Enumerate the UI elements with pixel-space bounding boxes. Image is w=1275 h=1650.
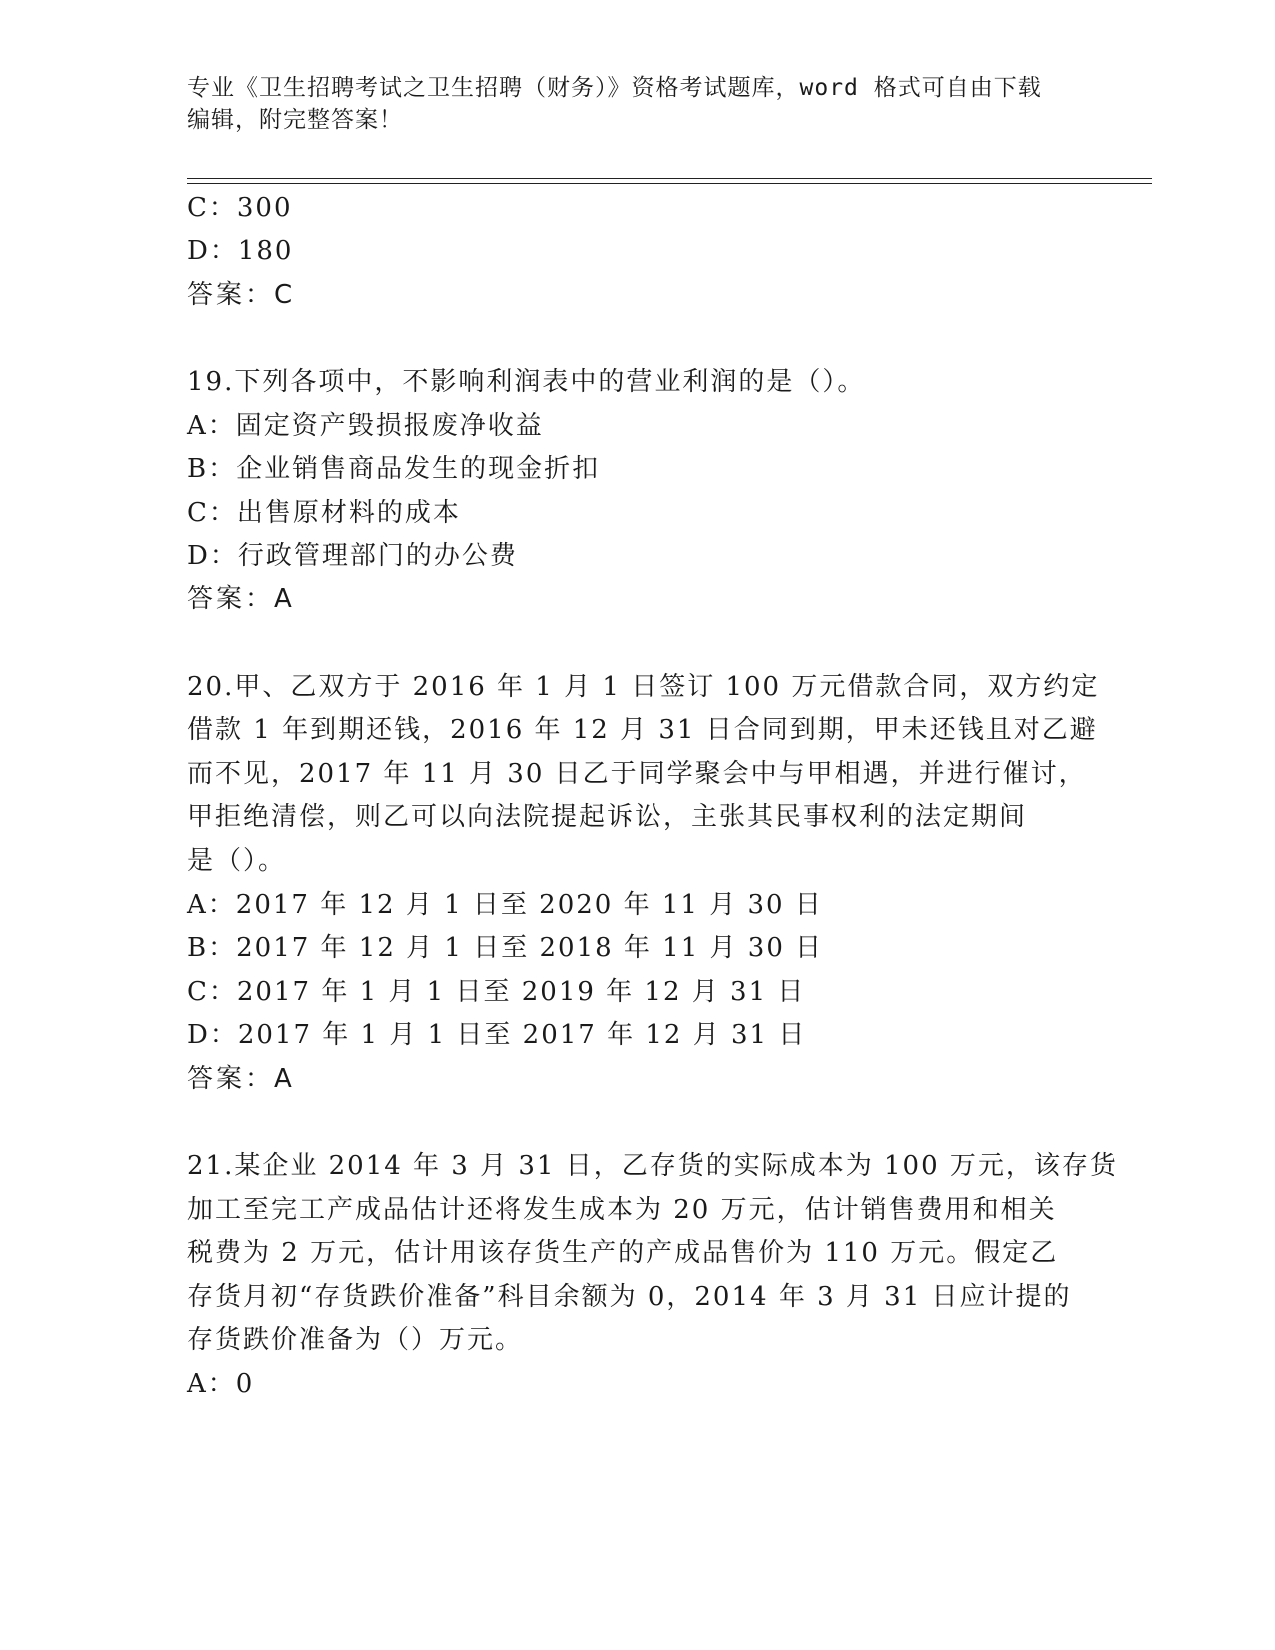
q20-option-d: D：2017 年 1 月 1 日至 2017 年 12 月 31 日: [187, 1020, 807, 1050]
q20-stem-line-1: 20.甲、乙双方于 2016 年 1 月 1 日签订 100 万元借款合同，双方约定: [187, 672, 1100, 702]
q20-option-b: B：2017 年 12 月 1 日至 2018 年 11 月 30 日: [187, 933, 824, 963]
page-header: [187, 72, 1067, 136]
header-divider: [187, 178, 1152, 184]
q21-stem-line-2: 加工至完工产成品估计还将发生成本为 20 万元，估计销售费用和相关: [187, 1195, 1057, 1225]
q20-stem-line-3: 而不见，2017 年 11 月 30 日乙于同学聚会中与甲相遇，并进行催讨，: [187, 759, 1087, 789]
q21-stem-line-4: 存货月初“存货跌价准备”科目余额为 0，2014 年 3 月 31 日应计提的: [187, 1282, 1072, 1312]
q19-option-c: C：出售原材料的成本: [187, 498, 461, 528]
q20-option-a: A：2017 年 12 月 1 日至 2020 年 11 月 30 日: [187, 890, 823, 920]
q18-answer: 答案：C: [187, 280, 296, 310]
q19-option-b: B：企业销售商品发生的现金折扣: [187, 454, 601, 484]
q20-answer: 答案：A: [187, 1064, 295, 1094]
q18-option-d: D：180: [187, 236, 294, 266]
q19-stem: 19.下列各项中，不影响利润表中的营业利润的是（）。: [187, 367, 866, 397]
q19-answer: 答案：A: [187, 584, 295, 614]
q21-stem-line-3: 税费为 2 万元，估计用该存货生产的产成品售价为 110 万元。假定乙: [187, 1238, 1059, 1268]
header-line-1: 专业《卫生招聘考试之卫生招聘（财务）》资格考试题库，word 格式可自由下载: [187, 75, 1042, 101]
q20-option-c: C：2017 年 1 月 1 日至 2019 年 12 月 31 日: [187, 977, 806, 1007]
q19-option-a: A：固定资产毁损报废净收益: [187, 411, 544, 441]
q20-stem-line-5: 是（）。: [187, 846, 287, 876]
q20-stem-line-2: 借款 1 年到期还钱，2016 年 12 月 31 日合同到期，甲未还钱且对乙避: [187, 715, 1098, 745]
q21-option-a: A：0: [187, 1369, 255, 1399]
q21-stem-line-5: 存货跌价准备为（）万元。: [187, 1325, 524, 1355]
q20-stem-line-4: 甲拒绝清偿，则乙可以向法院提起诉讼，主张其民事权利的法定期间: [187, 802, 1028, 832]
header-line-2: 编辑，附完整答案！: [187, 107, 403, 133]
q18-option-c: C：300: [187, 193, 293, 223]
q21-stem-line-1: 21.某企业 2014 年 3 月 31 日，乙存货的实际成本为 100 万元，该存货: [187, 1151, 1118, 1181]
q19-option-d: D：行政管理部门的办公费: [187, 541, 518, 571]
